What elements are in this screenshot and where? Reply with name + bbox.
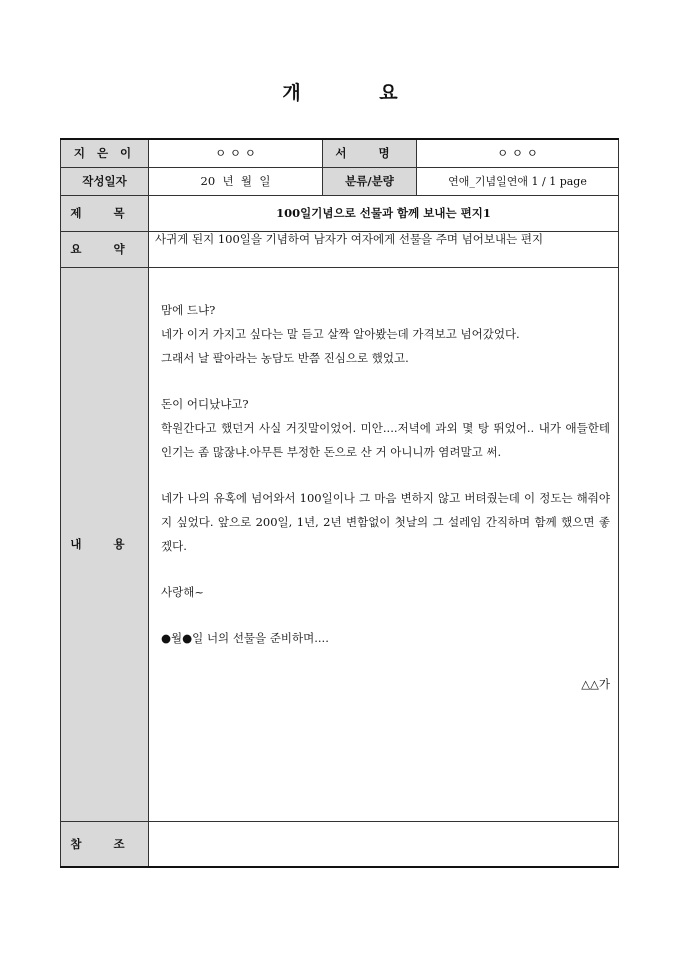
date-row <box>61 167 619 195</box>
reference-value <box>149 821 619 867</box>
reference-row <box>61 821 619 867</box>
sign-label: 서 명 <box>323 139 417 167</box>
letter-line: ●월●일 너의 선물을 준비하며.... <box>161 630 329 645</box>
subject-row <box>61 195 619 231</box>
content-label: 내 용 <box>61 267 149 821</box>
overview-table <box>60 138 619 868</box>
date-label: 작성일자 <box>61 167 149 195</box>
subject-label: 제 목 <box>61 195 149 231</box>
category-label: 분류/분량 <box>323 167 417 195</box>
date-value: 20 년 월 일 <box>149 167 323 195</box>
letter-line: 돈이 어디났냐고? <box>161 396 249 411</box>
summary-value: 사귀게 된지 100일을 기념하여 남자가 여자에게 선물을 주며 넘어보내는 편지 <box>149 231 619 267</box>
summary-row <box>61 231 619 267</box>
summary-label: 요 약 <box>61 231 149 267</box>
letter-paragraphs <box>161 298 610 650</box>
reference-label: 참 조 <box>61 821 149 867</box>
author-value: ㅇ ㅇ ㅇ <box>149 139 323 167</box>
author-label: 지 은 이 <box>61 139 149 167</box>
letter-signature: △△가 <box>581 676 610 691</box>
letter-line: 사랑해~ <box>161 584 204 599</box>
page-title: 개 요 <box>282 82 434 104</box>
letter-body <box>149 267 619 821</box>
letter-paragraph <box>161 298 610 370</box>
letter-line: 그래서 날 팔아라는 농담도 반쯤 진심으로 했었고. <box>161 350 409 365</box>
letter-paragraph <box>161 626 610 650</box>
letter-paragraph <box>161 580 610 604</box>
letter-line: 네가 나의 유혹에 넘어와서 100일이나 그 마음 변하지 않고 버텨줬는데 이 정도는 해줘야지 싶었다. 앞으로 200일, 1년, 2년 변함없이 첫날의 그 설레임 간직하며 함께 했으면 좋겠다. <box>161 490 610 553</box>
category-value: 연애_기념일연애 1 / 1 page <box>417 167 619 195</box>
subject-value: 100일기념으로 선물과 함께 보내는 편지1 <box>149 195 619 231</box>
letter-paragraph <box>161 392 610 464</box>
sign-value: ㅇ ㅇ ㅇ <box>417 139 619 167</box>
letter-paragraph <box>161 486 610 558</box>
letter-line: 학원간다고 했던거 사실 거짓말이었어. 미안....저녁에 과외 몇 탕 뛰었어.. 내가 애들한테 인기는 좀 많잖냐.아무튼 부정한 돈으로 산 거 아니니까 염려말고 써. <box>161 420 610 459</box>
content-row <box>61 267 619 821</box>
letter-line: 맘에 드냐? <box>161 302 216 317</box>
author-row <box>61 139 619 167</box>
letter-line: 네가 이거 가지고 싶다는 말 듣고 살짝 알아봤는데 가격보고 넘어갔었다. <box>161 326 520 341</box>
